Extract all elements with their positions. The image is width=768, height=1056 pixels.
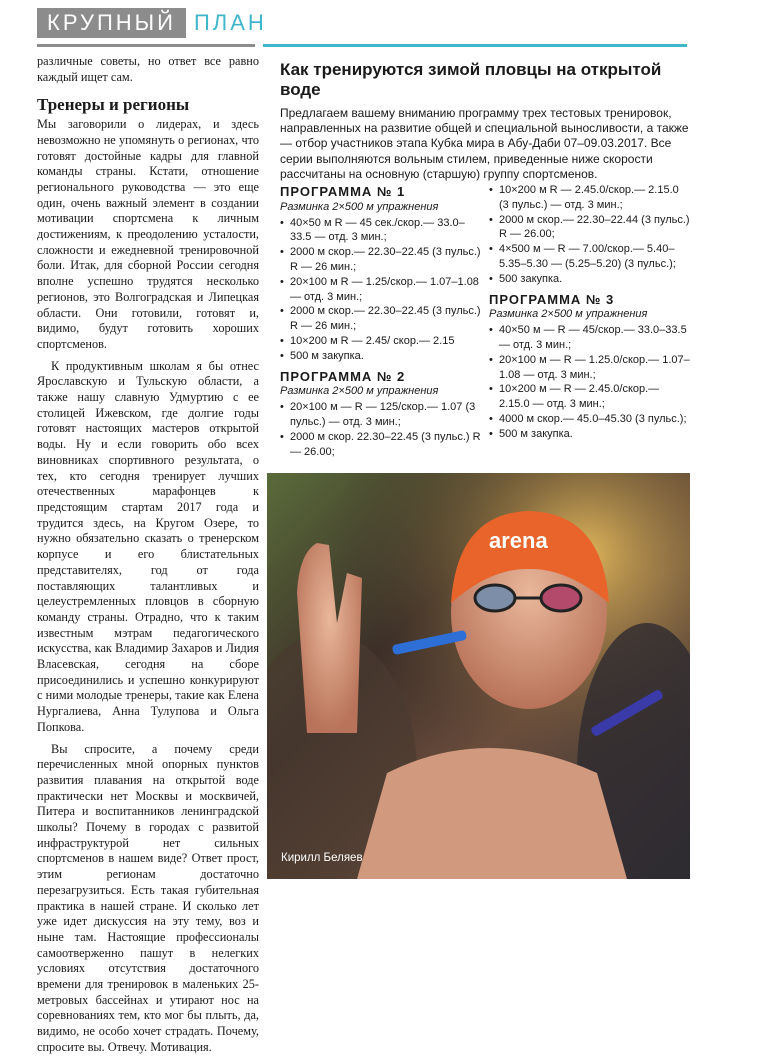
list-item: • 10×200 м R — 2.45.0/скор.— 2.15.0 (3 пульс.) — отд. 3 мин.;	[499, 183, 690, 213]
program-3-sub: Разминка 2×500 м упражнения	[489, 308, 648, 321]
program-3-list	[489, 323, 690, 441]
left-paragraph-0: различные советы, но ответ все равно каждый ищет сам.	[37, 54, 259, 84]
list-item: • 500 м закупка.	[290, 349, 481, 364]
program-2-list	[280, 400, 481, 459]
program-1-sub: Разминка 2×500 м упражнения	[280, 200, 439, 213]
list-item: • 2000 м скор.— 22.30–22.45 (3 пульс.) R — 26 мин.;	[290, 304, 481, 334]
header-right: ПЛАН	[193, 10, 267, 35]
cap-logo: arena	[489, 528, 548, 553]
list-item: • 4000 м скор.— 45.0–45.30 (3 пульс.);	[499, 412, 690, 427]
left-column	[37, 54, 259, 1056]
list-item: • 40×50 м R — 45 сек./скор.— 33.0–33.5 — отд. 3 мин.;	[290, 216, 481, 246]
left-paragraph-3: Вы спросите, а почему среди перечисленных мной опорных пунктов развития плавания на открытой воде практически нет Москвы и москвичей, Питера и воспитанников ленинградской школы? Почему в городах с развитой инфраструктурой нет сильных спортсменов в нашем виде? Ответ прост, этим регионам достаточно перезагрузиться. Есть такая губительная практика в нашей стране. И сколько лет уже идет дискуссия на эту тему, воз и ныне там. Настоящие профессионалы самоотверженно пашут в нелегких условиях отсутствия достаточного времени для тренировок в маленьких 25-метровых бассейнах и утирают нос на соревнованиях тем, кто мог бы плыть, да, видимо, не особо хочет страдать. Почему, спросите вы. Отвечу. Мотивация.	[37, 741, 259, 1054]
program-2-title: ПРОГРАММА № 2	[280, 368, 406, 384]
programs	[280, 183, 690, 459]
swimmer-photo	[267, 473, 690, 879]
header-rule-left	[37, 44, 255, 47]
program-2-sub: Разминка 2×500 м упражнения	[280, 385, 439, 398]
programs-col-1	[280, 183, 481, 459]
list-item: • 2000 м скор.— 22.30–22.44 (3 пульс.) R — 26.00;	[499, 213, 690, 243]
section-header	[37, 8, 275, 38]
article-header	[280, 60, 690, 182]
left-heading: Тренеры и регионы	[37, 95, 190, 115]
program-3-title: ПРОГРАММА № 3	[489, 291, 615, 307]
article-intro: Предлагаем вашему вниманию программу трех тестовых тренировок, направленных на развитие общей и специальной выносливости, а также — отбор участников этапа Кубка мира в Абу-Даби 07–09.03.2017. Все серии выполняются вольным стилем, приведенные ниже скорости рассчитаны на основную (старшую) группу спортсменов.	[280, 106, 689, 181]
list-item: • 2000 м скор.— 22.30–22.45 (3 пульс.) R — 26 мин.;	[290, 245, 481, 275]
program-1-title: ПРОГРАММА № 1	[280, 184, 406, 199]
list-item: • 20×100 м — R — 125/скор.— 1.07 (3 пульс.) — отд. 3 мин.;	[290, 400, 481, 430]
list-item: • 20×100 м R — 1.25/скор.— 1.07–1.08 — отд. 3 мин.;	[290, 275, 481, 305]
left-paragraph-1: Мы заговорили о лидерах, и здесь невозможно не упомянуть о регионах, что готовят достойные кадры для главной команды страны. Кстати, отношение регионального руководства — это еще один, очень важный элемент в создании мотивации спортсмена к личным достижениям, к преодолению усталости, сложности и ежедневной тренировочной боли. Итак, для сборной России сегодня вполне успешно трудятся несколько регионов, это Волгоградская и Липецкая области. Они готовили, готовят и, видимо, будут готовить хороших спортсменов.	[37, 117, 259, 351]
header-rule-right	[263, 44, 687, 47]
article-title: Как тренируются зимой пловцы на открытой воде	[280, 60, 662, 99]
list-item: • 4×500 м — R — 7.00/скор.— 5.40–5.35–5.30 — (5.25–5.20) (3 пульс.);	[499, 242, 690, 272]
photo-caption: Кирилл Беляев	[281, 852, 363, 864]
program-1-list	[280, 216, 481, 364]
list-item: • 500 закупка.	[499, 272, 690, 287]
header-left: КРУПНЫЙ	[37, 8, 186, 38]
list-item: • 10×200 м — R — 2.45.0/скор.— 2.15.0 — отд. 3 мин.;	[499, 382, 690, 412]
list-item: • 500 м закупка.	[499, 427, 690, 442]
list-item: • 40×50 м — R — 45/скор.— 33.0–33.5 — отд. 3 мин.;	[499, 323, 690, 353]
list-item: • 10×200 м R — 2.45/ скор.— 2.15	[290, 334, 481, 349]
list-item: • 2000 м скор. 22.30–22.45 (3 пульс.) R — 26.00;	[290, 430, 481, 460]
left-paragraph-2: К продуктивным школам я бы отнес Ярославскую и Тульскую области, а также нашу славную Удмуртию с ее столицей Ижевском, где долгие годы готовят настоящих мастеров открытой воды. Ну и если говорить обо всех виновниках спортивного результата, о тех, кто сегодня тренирует лучших отечественных марафонцев к предстоящим стартам 2017 года и трудится здесь, на Кругом Озере, то нужно обязательно сказать о тренерском корпусе и его блистательных представителях, год от года поставляющих талантливых и целеустремленных пловцов в сборную команду страны. Отрадно, что к таким известным мэтрам педагогического искусства, как Владимир Захаров и Лидия Власевская, сегодня на сборе присоединились и успешно конкурируют с ними молодые тренеры, такие как Елена Нургалиева, Анна Тулупова и Ольга Попкова.	[37, 358, 259, 734]
list-item: • 20×100 м — R — 1.25.0/скор.— 1.07–1.08 — отд. 3 мин.;	[499, 353, 690, 383]
photo-illustration	[267, 473, 690, 879]
program-2-list-cont	[489, 183, 690, 287]
programs-col-2	[481, 183, 690, 459]
